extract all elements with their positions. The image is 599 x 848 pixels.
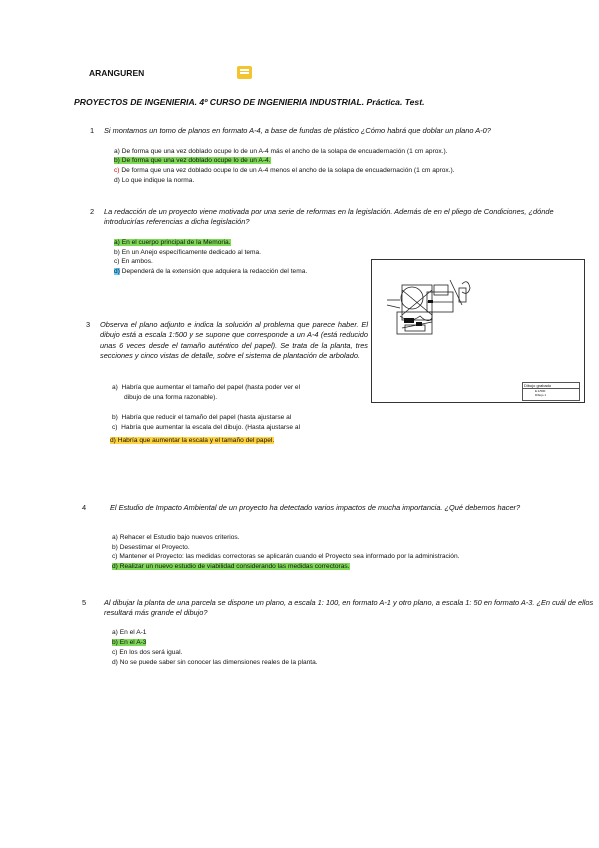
- question-3-option-b: [112, 413, 291, 423]
- option-letter: a): [114, 148, 120, 155]
- title-block-line: Dibujo 1: [535, 393, 547, 397]
- option-letter: d): [114, 268, 120, 275]
- question-4-option-b: b) Desestimar el Proyecto.: [112, 544, 190, 551]
- answer-highlight: a) En el cuerpo principal de la Memoria.: [114, 239, 231, 246]
- drawing-title-block: [522, 382, 580, 401]
- question-2-text: La redacción de un proyecto viene motivada por una serie de reformas en la legislación. Además de en el pliego de Condiciones, ¿dónde introducirías referencias a dicha legislación?: [104, 207, 554, 227]
- question-1-option-c: [114, 166, 455, 176]
- option-letter: a): [112, 384, 118, 391]
- option-letter: c): [114, 167, 120, 174]
- question-1-number: 1: [90, 126, 95, 135]
- question-4-option-a: a) Rehacer el Estudio bajo nuevos criterios.: [112, 534, 240, 541]
- question-4-option-d: [112, 562, 350, 572]
- question-3-option-d: [110, 436, 274, 446]
- question-2-option-c: c) En ambos.: [114, 258, 153, 265]
- question-5-option-d: d) No se puede saber sin conocer las dimensiones reales de la planta.: [112, 659, 318, 666]
- option-letter: b): [112, 414, 118, 421]
- question-5-text: Al dibujar la planta de una parcela se dispone un plano, a escala 1: 100, en formato A-1 y otro plano, a escala 1: 50 en formato A-3. ¿En cuál de ellos resultará más grande el dibujo?: [104, 598, 594, 618]
- option-text: De forma que una vez doblado ocupe lo de un A-4 menos el ancho de la solapa de encuadernación (1 cm aprox.).: [121, 167, 455, 174]
- question-5-option-a: a) En el A-1: [112, 629, 147, 636]
- answer-highlight: b) De forma que una vez doblado ocupe lo de un A-4.: [114, 157, 271, 164]
- question-4-option-c: c) Mantener el Proyecto: las medidas correctoras se aplicarán cuando el Proyecto sea informado por la administración.: [112, 553, 460, 560]
- option-text: Habría que aumentar la escala del dibujo. (Hasta ajustarse al: [121, 424, 301, 431]
- answer-highlight: d) Realizar un nuevo estudio de viabilidad considerando las medidas correctoras.: [112, 563, 350, 570]
- question-3-option-a-cont: dibujo de una forma razonable).: [124, 394, 218, 401]
- document-title: PROYECTOS DE INGENIERIA. 4º CURSO DE INGENIERIA INDUSTRIAL. Práctica. Test.: [74, 97, 425, 107]
- question-3-number: 3: [86, 320, 91, 329]
- question-1-option-b: [114, 156, 271, 166]
- question-5-option-c: c) En los dos será igual.: [112, 649, 183, 656]
- question-5-option-b: [112, 638, 146, 648]
- option-letter: c): [112, 424, 118, 431]
- title-block-header: Dibujo grabado: [523, 383, 579, 389]
- question-1-text: Si montamos un tomo de planos en formato A-4, a base de fundas de plástico ¿Cómo habrá que doblar un plano A-0?: [104, 126, 491, 135]
- author-name: ARANGUREN: [89, 68, 145, 78]
- title-block-line: E:1/500: [535, 389, 546, 393]
- answer-highlight: d) Habría que aumentar la escala y el tamaño del papel.: [110, 437, 275, 444]
- question-3-text: Observa el plano adjunto e indica la solución al problema que parece haber. El dibujo está a escala 1:500 y se supone que corresponde a un A-4 (está reducido unas 6 veces desde el tamaño auténtico del papel). Se trata de la planta, tres secciones y cinco vistas de detalle, sobre el sistema de plantación de arbolado.: [100, 320, 368, 361]
- comment-icon[interactable]: [237, 66, 252, 79]
- option-text: De forma que una vez doblado ocupe lo de un A-4 más el ancho de la solapa de encuadernación (1 cm aprox.).: [121, 148, 448, 155]
- question-4-text: El Estudio de Impacto Ambiental de un proyecto ha detectado varios impactos de mucha importancia. ¿Qué debemos hacer?: [110, 503, 521, 512]
- question-2-number: 2: [90, 207, 95, 216]
- question-4-number: 4: [82, 503, 87, 512]
- question-3-option-a: [112, 383, 300, 393]
- option-text: Habría que reducir el tamaño del papel (hasta ajustarse al: [121, 414, 292, 421]
- question-3-option-c: [112, 423, 300, 433]
- question-2-option-d: [114, 267, 307, 277]
- attached-plan-drawing: [371, 259, 585, 403]
- option-text: Dependerá de la extensión que adquiera la redacción del tema.: [121, 268, 308, 275]
- answer-highlight: b) En el A-3: [112, 639, 147, 646]
- question-2-option-a: [114, 238, 231, 248]
- question-1-option-d: d) Lo que indique la norma.: [114, 177, 195, 184]
- question-2-option-b: b) En un Anejo específicamente dedicado al tema.: [114, 249, 261, 256]
- option-text: Habría que aumentar el tamaño del papel (hasta poder ver el: [121, 384, 301, 391]
- question-5-number: 5: [82, 598, 87, 607]
